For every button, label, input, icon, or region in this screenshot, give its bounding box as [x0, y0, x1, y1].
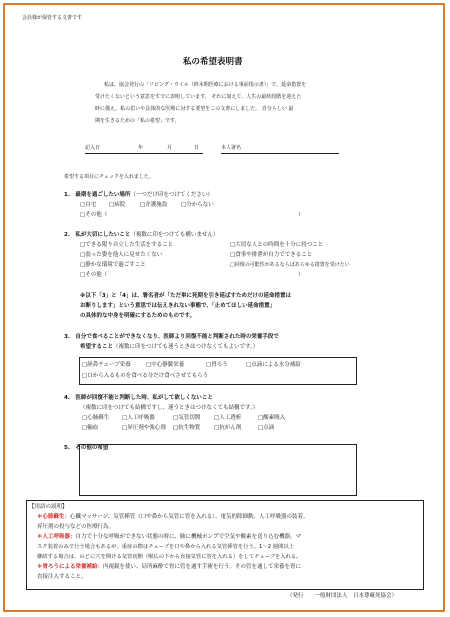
note-line-2: お断りします」という意思では伝えきれない事態で、「止めてほしい延命措置」: [80, 303, 276, 309]
q2-option-other[interactable]: □その他（: [80, 272, 108, 278]
q4-option-oxygen[interactable]: □酸素吸入: [258, 415, 286, 421]
q3-title-line-1: 3. 自分で食べることができなくなり、医師より回復不能と判断された時の栄養手段で: [64, 334, 279, 340]
glossary-line-7: 直接注入すること。: [37, 574, 87, 580]
q1-option-unknown[interactable]: □分からない: [181, 202, 214, 208]
issuer-footer: （発行 一般財団法人 日本尊厳死協会）: [287, 593, 398, 599]
q4-option-ventilator[interactable]: □人工呼吸器: [122, 415, 155, 421]
q4-option-tracheotomy[interactable]: □気管切開: [173, 415, 201, 421]
q3-option-central-venous[interactable]: □中心静脈栄養: [146, 362, 185, 368]
q2-option-independence[interactable]: □できる限り自立した生活をすること: [80, 242, 174, 248]
year-label: 年: [138, 145, 144, 151]
date-underline: [85, 153, 203, 154]
month-label: 月: [167, 145, 173, 151]
q2-hint: （複数に印をつけても構いません）: [130, 232, 219, 238]
intro-line-4: 期を生きるための「私の希望」です。: [95, 118, 180, 124]
q5-title: 5. その他の希望: [64, 445, 109, 451]
q3-option-iv-hydration[interactable]: □点滴による水分補給: [246, 362, 301, 368]
note-line-1: ※以下「3」と「4」は、署名者が「ただ単に死期を引き延ばすためだけの延命措置は: [80, 293, 292, 299]
q3-option-oral-intake[interactable]: □口から入るものを食べる分だけ食べさせてもらう: [82, 373, 209, 379]
q5-free-text-box[interactable]: [79, 444, 357, 496]
term-ventilator-desc: 自力で十分な呼吸ができない状態の時に、肺に機械ポンプで空気や酸素を送り込む機器。マ: [75, 534, 302, 540]
term-ventilator: ＊人工呼吸器：: [37, 534, 76, 540]
intro-line-2: 受けたくないという意思をすでに表明しています。 それに加えて、人生の最終段階を迎えた: [95, 94, 302, 100]
q2-option-all-measures[interactable]: □回復の可能性があるならばあらゆる措置を受けたい: [230, 262, 350, 268]
glossary-line-5: 継続する場合は、のどに穴を開ける気管切開（喉仏の下から直接気管に管を入れる）をしてチューブを入れる。: [37, 554, 302, 560]
q1-option-home[interactable]: □自宅: [80, 202, 97, 208]
note-line-3: の具体的な中身を明確にするためのものです。: [80, 313, 196, 319]
q2-title: 2. 私が大切にしたいこと: [64, 232, 131, 238]
q4-option-dialysis[interactable]: □人工透析: [214, 415, 242, 421]
q3-option-gastrostomy[interactable]: □胃ろう: [206, 362, 228, 368]
q2-option-quiet-environment[interactable]: □静かな環境で過ごすこと: [80, 262, 146, 268]
date-label: 記入日: [85, 145, 101, 151]
term-gastrostomy: ＊胃ろうによる栄養補給：: [37, 564, 104, 570]
q4-option-cpr[interactable]: □心肺蘇生: [82, 415, 110, 421]
glossary-title: 【用語の説明】: [29, 504, 68, 510]
page-title: 私の希望表明書: [183, 57, 243, 67]
signature-label: 本人署名: [221, 145, 242, 151]
q3-hint: （複数に印をつけても迷うときはつけなくてもよいです。）: [113, 344, 259, 350]
q1-hint: （一つだけ印をつけてください）: [130, 192, 213, 198]
q2-other-close: ）: [298, 272, 304, 278]
q4-option-transfusion[interactable]: □輸血: [82, 425, 99, 431]
q1-other-close: ）: [298, 212, 304, 218]
term-cpr: ＊心肺蘇生：: [37, 514, 71, 520]
q2-option-not-show-weak[interactable]: □弱った姿を他人に見せたくない: [80, 252, 163, 258]
q4-title: 4. 医師が回復不能と判断した時、私がして欲しくないこと: [64, 395, 213, 401]
q4-option-vasopressor[interactable]: □昇圧剤や強心剤: [122, 425, 166, 431]
q2-option-time-with-loved[interactable]: □大切な人との時間を十分に持つこと: [230, 242, 324, 248]
term-cpr-desc: 心臓マッサージ、気管挿管（口や鼻から気管に管を入れる）、電気的除細動、人工呼吸器の装着、: [70, 514, 309, 520]
term-gastrostomy-desc: 内視鏡を使い、局所麻酔で胃に管を通す手術を行う。その管を通して栄養を胃に: [103, 564, 302, 570]
q1-option-hospital[interactable]: □病院: [109, 202, 126, 208]
glossary-line-2: 昇圧剤の投与などの医療行為。: [37, 524, 115, 530]
glossary-line-4: スク装着のみで行う場合もあるが、重症の際はチューブを口や鼻から入れる気管挿管を行う。1〜2 週間以上: [37, 544, 294, 550]
q1-title: 1. 最期を過ごしたい場所: [64, 192, 131, 198]
q2-option-self-care[interactable]: □食事や排泄が自力でできること: [230, 252, 313, 258]
instruction: 希望する項目にチェックを入れました。: [64, 174, 154, 180]
intro-line-3: 時に備え、私の思いや具体的な医療に対する要望をこの文書にしました。 自分らしい 最: [95, 106, 294, 112]
intro-line-1: 私は、協会発行の「リビング・ウイル（終末期医療における事前指示書）」で、延命措置を: [104, 82, 307, 88]
header-note: 会員様が保管する文書です: [22, 15, 83, 21]
q4-hint: （複数に印をつけても結構ですし、迷うときはつけなくても結構です。）: [80, 405, 259, 411]
day-label: 日: [194, 145, 200, 151]
q4-option-iv-drip[interactable]: □点滴: [258, 425, 275, 431]
signature-underline: [221, 153, 339, 154]
q1-option-care-facility[interactable]: □介護施設: [140, 202, 168, 208]
q4-option-antibiotics[interactable]: □抗生物質: [173, 425, 201, 431]
q4-option-anticancer[interactable]: □抗がん剤: [214, 425, 242, 431]
q3-title-line-2: 希望すること: [80, 344, 114, 350]
q1-option-other[interactable]: □その他（: [80, 212, 108, 218]
q3-option-nasal-tube[interactable]: □経鼻チューブ栄養: [82, 362, 131, 368]
